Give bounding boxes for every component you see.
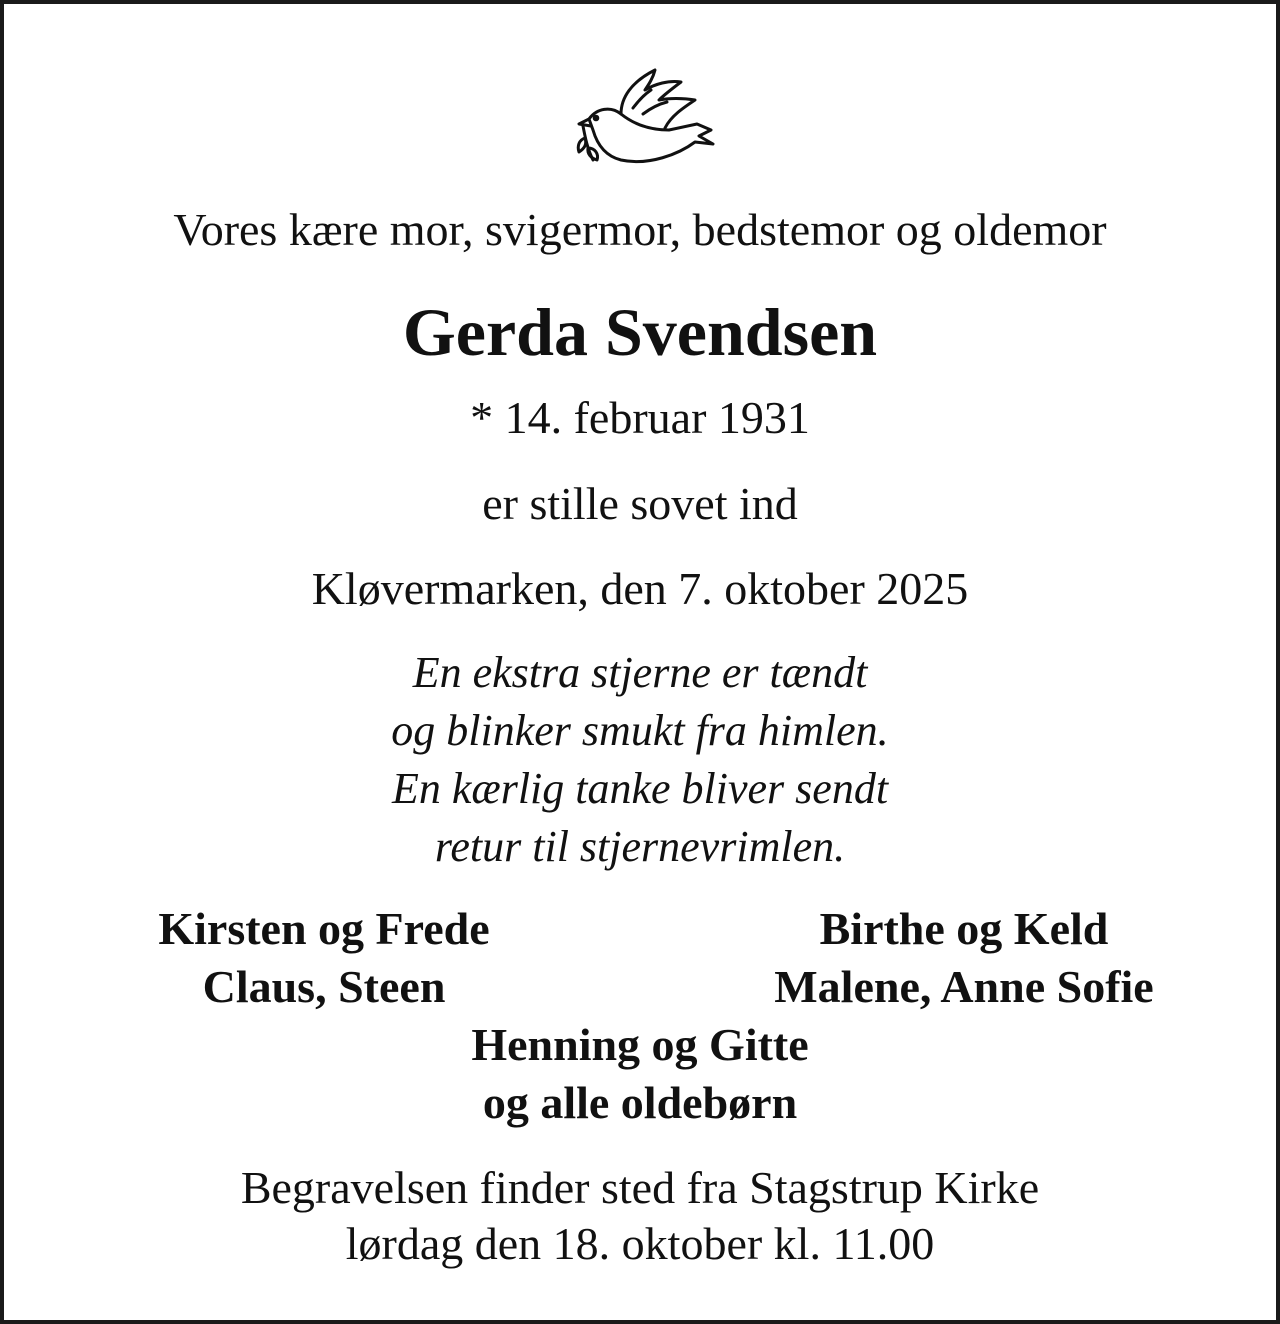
family-line: Birthe og Keld (819, 903, 1109, 954)
poem (4, 644, 1276, 876)
family-line: Malene, Anne Sofie (774, 961, 1154, 1012)
poem-line: En ekstra stjerne er tændt (412, 648, 868, 697)
family-line: Henning og Gitte (471, 1019, 809, 1070)
place-and-date: Kløvermarken, den 7. oktober 2025 (311, 563, 969, 614)
funeral-line: lørdag den 18. oktober kl. 11.00 (345, 1218, 935, 1269)
passed-line: er stille sovet ind (482, 478, 798, 529)
poem-line: og blinker smukt fra himlen. (391, 706, 889, 755)
deceased-name: Gerda Svendsen (402, 294, 878, 370)
family-left (4, 900, 644, 1016)
family-center (4, 1016, 1276, 1132)
intro-line: Vores kære mor, svigermor, bedstemor og oldemor (173, 204, 1107, 255)
birth-date: * 14. februar 1931 (470, 392, 810, 443)
funeral-line: Begravelsen finder sted fra Stagstrup Kirke (240, 1162, 1040, 1213)
family-line: Kirsten og Frede (158, 903, 490, 954)
poem-line: retur til stjernevrimlen. (434, 822, 846, 871)
dove-icon (569, 64, 719, 174)
funeral-info (4, 1160, 1276, 1272)
family-line: Claus, Steen (202, 961, 446, 1012)
family-right (644, 900, 1280, 1016)
poem-line: En kærlig tanke bliver sendt (391, 764, 889, 813)
family-line: og alle oldebørn (482, 1077, 798, 1128)
